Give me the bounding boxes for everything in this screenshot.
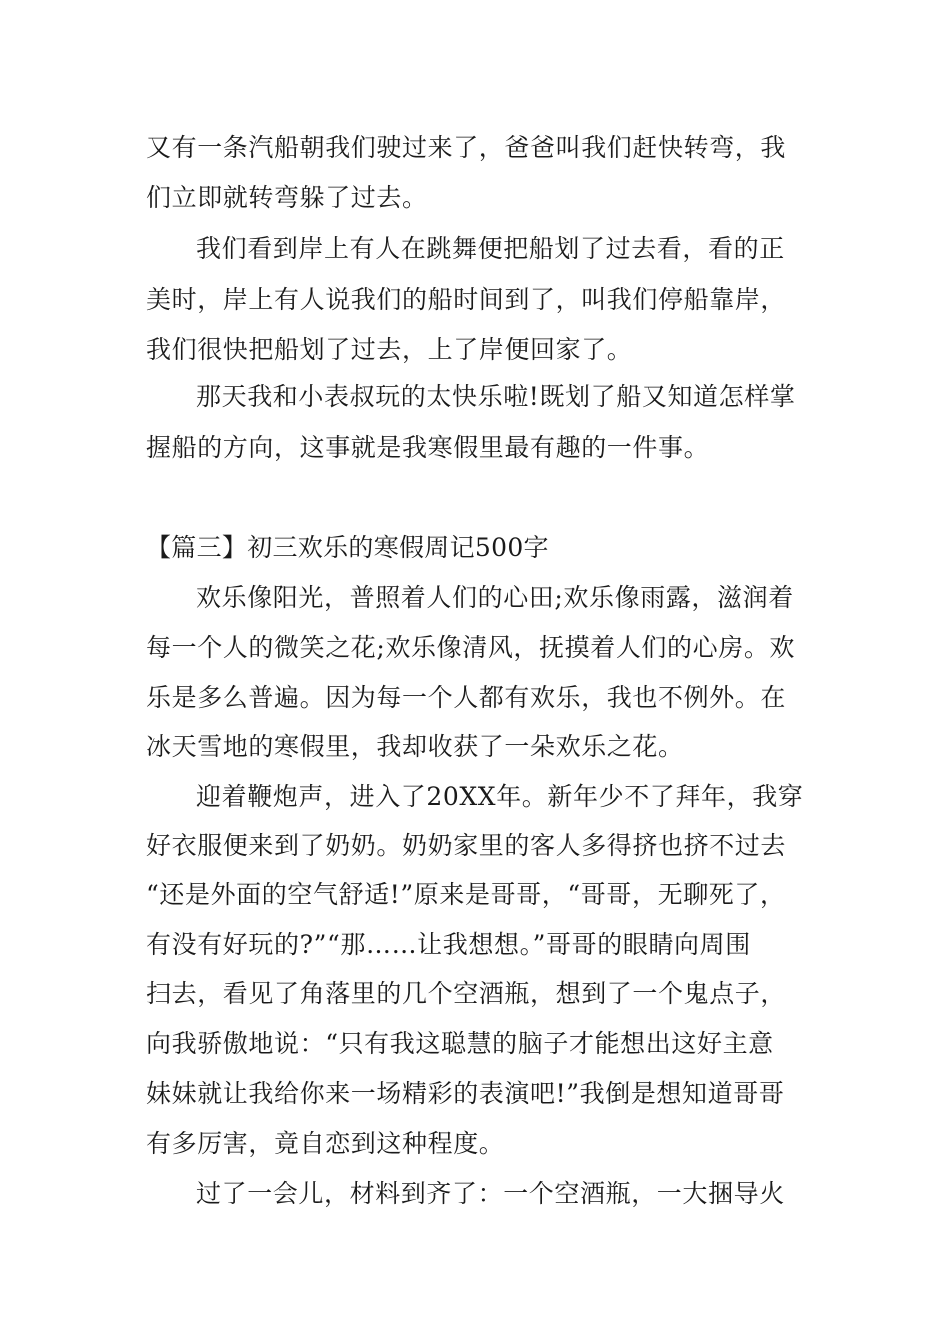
text-line: 冰天雪地的寒假里，我却收获了一朵欢乐之花。	[146, 732, 684, 761]
text-line: 那天我和小表叔玩的太快乐啦!既划了船又知道怎样掌	[196, 382, 796, 411]
section-title: 【篇三】初三欢乐的寒假周记500字	[146, 533, 549, 562]
text-line: 美时，岸上有人说我们的船时间到了，叫我们停船靠岸，	[146, 285, 787, 314]
text-line: 我们看到岸上有人在跳舞便把船划了过去看，看的正	[196, 234, 785, 263]
text-line: 好衣服便来到了奶奶。奶奶家里的客人多得挤也挤不过去	[146, 831, 787, 860]
text-line: 有多厉害，竟自恋到这种程度。	[146, 1129, 505, 1158]
text-line: 迎着鞭炮声，进入了20XX年。新年少不了拜年，我穿	[196, 782, 804, 811]
text-line: “还是外面的空气舒适!”原来是哥哥，“哥哥，无聊死了，	[146, 880, 786, 909]
text-line: 妹妹就让我给你来一场精彩的表演吧!”我倒是想知道哥哥	[146, 1079, 785, 1108]
text-line: 向我骄傲地说：“只有我这聪慧的脑子才能想出这好主意	[146, 1029, 774, 1058]
text-line: 又有一条汽船朝我们驶过来了，爸爸叫我们赶快转弯，我	[146, 133, 787, 162]
text-line: 扫去，看见了角落里的几个空酒瓶，想到了一个鬼点子，	[146, 979, 787, 1008]
text-line: 过了一会儿，材料到齐了：一个空酒瓶，一大捆导火	[196, 1179, 785, 1208]
text-line: 乐是多么普遍。因为每一个人都有欢乐，我也不例外。在	[146, 683, 787, 712]
text-line: 握船的方向，这事就是我寒假里最有趣的一件事。	[146, 433, 710, 462]
text-line: 欢乐像阳光，普照着人们的心田;欢乐像雨露，滋润着	[196, 583, 794, 612]
text-line: 们立即就转弯躲了过去。	[146, 183, 428, 212]
text-line: 有没有好玩的?”“那……让我想想。”哥哥的眼睛向周围	[146, 930, 751, 959]
text-line: 每一个人的微笑之花;欢乐像清风，抚摸着人们的心房。欢	[146, 633, 796, 662]
text-line: 我们很快把船划了过去，上了岸便回家了。	[146, 335, 633, 364]
